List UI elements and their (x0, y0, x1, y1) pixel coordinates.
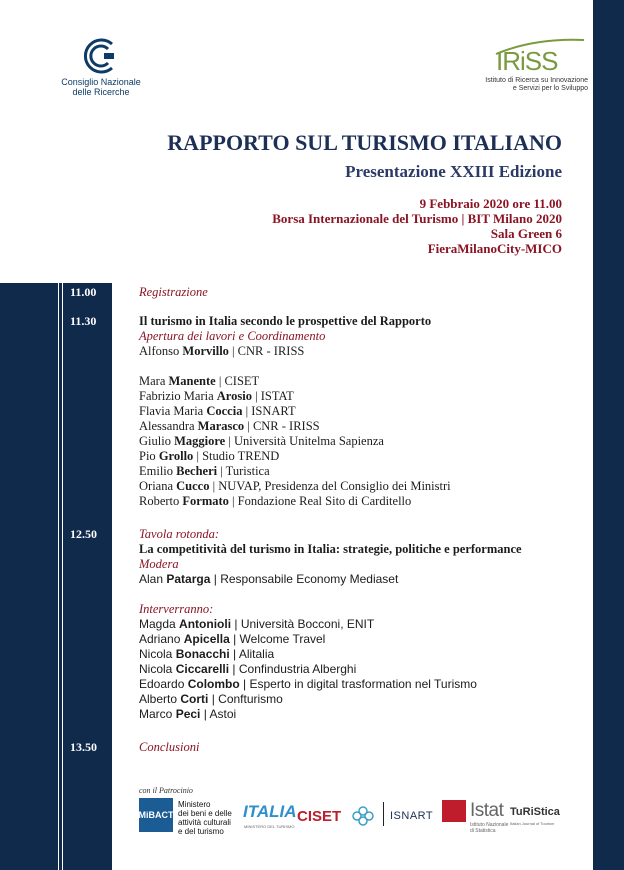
organization: | Confturismo (208, 692, 283, 706)
event-info (272, 196, 562, 256)
panelist-line (139, 662, 589, 677)
speaker-line (139, 389, 589, 404)
first-name: Edoardo (139, 677, 185, 691)
first-name: Magda (139, 617, 176, 631)
cnr-logo (56, 38, 146, 97)
time-slot: 11.30 (70, 314, 97, 328)
organization: | CNR - IRISS (244, 419, 320, 433)
first-name: Giulio (139, 434, 171, 448)
last-name: Grollo (158, 449, 194, 463)
iriss-swoosh-icon (494, 36, 586, 56)
first-name: Nicola (139, 662, 173, 676)
ciset-logo: CISET (297, 808, 342, 825)
mibact-name-line: attività culturali (178, 818, 231, 827)
organization: | Studio TREND (193, 449, 280, 463)
italia-logo-caption: MINISTERO DEL TURISMO (244, 824, 295, 829)
iriss-name-line: Istituto di Ricerca su Innovazione (485, 77, 588, 84)
speaker-line (139, 419, 589, 434)
organization: | Alitalia (229, 647, 275, 661)
iriss-logo (468, 36, 588, 93)
last-name: Peci (175, 707, 201, 721)
first-name: Alan (139, 572, 164, 586)
first-name: Emilio (139, 464, 174, 478)
panelist-line (139, 692, 589, 707)
panelist-line (139, 632, 589, 647)
turistica-caption: Italian Journal of Tourism (510, 821, 555, 826)
organization: | Esperto in digital trasformation nel Turismo (239, 677, 477, 691)
first-name: Roberto (139, 494, 180, 508)
panelist-line (139, 647, 589, 662)
last-name: Bonacchi (175, 647, 230, 661)
left-color-band (0, 283, 112, 870)
organization: | CISET (215, 374, 260, 388)
patronage-label: con il Patrocinio (139, 786, 193, 795)
speaker-line (139, 464, 589, 479)
last-name: Marasco (197, 419, 245, 433)
panelist-line (139, 677, 589, 692)
first-name: Fabrizio Maria (139, 389, 214, 403)
program-item-registration (139, 285, 589, 300)
cnr-name-line: delle Ricerche (72, 87, 130, 97)
organization: | Astoi (200, 707, 237, 721)
istat-mark-icon (442, 800, 466, 822)
first-name: Alessandra (139, 419, 195, 433)
speaker-line (139, 434, 589, 449)
coordinator-line (139, 344, 589, 359)
organization: | Università Bocconi, ENIT (231, 617, 375, 631)
last-name: Corti (180, 692, 209, 706)
first-name: Adriano (139, 632, 181, 646)
last-name: Arosio (216, 389, 252, 403)
organization: | Confindustria Alberghi (229, 662, 357, 676)
speaker-line (139, 494, 589, 509)
first-name: Alfonso (139, 344, 180, 358)
first-name: Mara (139, 374, 166, 388)
first-name: Nicola (139, 647, 173, 661)
mibact-name-line: e del turismo (178, 827, 224, 836)
cnr-emblem-icon (80, 38, 122, 74)
time-slot: 11.00 (70, 285, 97, 299)
panel-label: Interverranno: (139, 602, 214, 616)
page-subtitle: Presentazione XXIII Edizione (345, 162, 562, 181)
isnart-divider (383, 802, 384, 826)
panelist-line (139, 617, 589, 632)
program-session-1 (139, 314, 589, 509)
time-slot: 13.50 (70, 740, 97, 754)
istat-caption-line: di Statistica (470, 828, 496, 834)
speaker-line (139, 479, 589, 494)
last-name: Becheri (176, 464, 218, 478)
mibact-name-line: Ministero (178, 800, 211, 809)
speaker-line (139, 404, 589, 419)
last-name: Maggiore (174, 434, 226, 448)
session-title: Il turismo in Italia secondo le prospettive del Rapporto (139, 314, 432, 328)
italia-logo: ITALIA (243, 802, 297, 821)
first-name: Marco (139, 707, 173, 721)
event-location: FieraMilanoCity-MICO (427, 241, 562, 256)
registration-label: Registrazione (139, 285, 208, 299)
last-name: Ciccarelli (175, 662, 230, 676)
time-slot: 12.50 (70, 527, 97, 541)
organization: | ISTAT (251, 389, 294, 403)
istat-caption-line: Istituto Nazionale (470, 822, 509, 828)
event-venue: Borsa Internazionale del Turismo | BIT Milano 2020 (272, 211, 562, 226)
iriss-name-line: e Servizi per lo Sviluppo (512, 85, 588, 92)
mibact-logo: MiBACT (139, 798, 173, 832)
last-name: Colombo (187, 677, 240, 691)
program-session-2 (139, 527, 589, 722)
last-name: Formato (182, 494, 229, 508)
roundtable-label: Tavola rotonda: (139, 527, 219, 541)
moderator-line (139, 572, 589, 587)
last-name: Coccia (206, 404, 243, 418)
band-divider-line (58, 283, 59, 870)
organization: | Welcome Travel (229, 632, 326, 646)
session-title: La competitività del turismo in Italia: strategie, politiche e performance (139, 542, 522, 556)
last-name: Cucco (176, 479, 210, 493)
program-item-conclusions (139, 740, 589, 755)
last-name: Patarga (166, 572, 211, 586)
last-name: Morvillo (182, 344, 229, 358)
turistica-logo: TuRiStica (510, 806, 560, 818)
speaker-line (139, 449, 589, 464)
organization: | Responsabile Economy Mediaset (210, 572, 399, 586)
panel-list (139, 617, 589, 722)
isnart-logo: ISNART (390, 810, 434, 822)
iriss-wordmark: IRiSS (496, 46, 558, 76)
mibact-name (178, 800, 232, 836)
right-color-band (593, 0, 624, 870)
mibact-name-line: dei beni e delle (178, 809, 232, 818)
speaker-line (139, 374, 589, 389)
organization: | Università Unitelma Sapienza (225, 434, 384, 448)
session-role: Apertura dei lavori e Coordinamento (139, 329, 326, 343)
cnr-name-line: Consiglio Nazionale (61, 77, 141, 87)
istat-logo: Istat (470, 800, 504, 821)
istat-caption (470, 822, 508, 834)
first-name: Pio (139, 449, 156, 463)
first-name: Flavia Maria (139, 404, 204, 418)
band-divider-line (62, 283, 63, 870)
first-name: Alberto (139, 692, 178, 706)
conclusions-label: Conclusioni (139, 740, 200, 754)
last-name: Manente (168, 374, 216, 388)
organization: | ISNART (242, 404, 296, 418)
isnart-flower-icon (350, 805, 376, 827)
organization: | Fondazione Real Sito di Carditello (228, 494, 412, 508)
panelist-line (139, 707, 589, 722)
organization: | CNR - IRISS (228, 344, 305, 358)
speaker-list (139, 374, 589, 509)
last-name: Antonioli (179, 617, 232, 631)
event-room: Sala Green 6 (490, 226, 562, 241)
first-name: Oriana (139, 479, 174, 493)
session-role: Modera (139, 557, 179, 571)
page-title: RAPPORTO SUL TURISMO ITALIANO (167, 130, 562, 155)
organization: | NUVAP, Presidenza del Consiglio dei Ministri (209, 479, 451, 493)
organization: | Turistica (217, 464, 270, 478)
event-date: 9 Febbraio 2020 ore 11.00 (419, 196, 562, 211)
last-name: Apicella (183, 632, 230, 646)
